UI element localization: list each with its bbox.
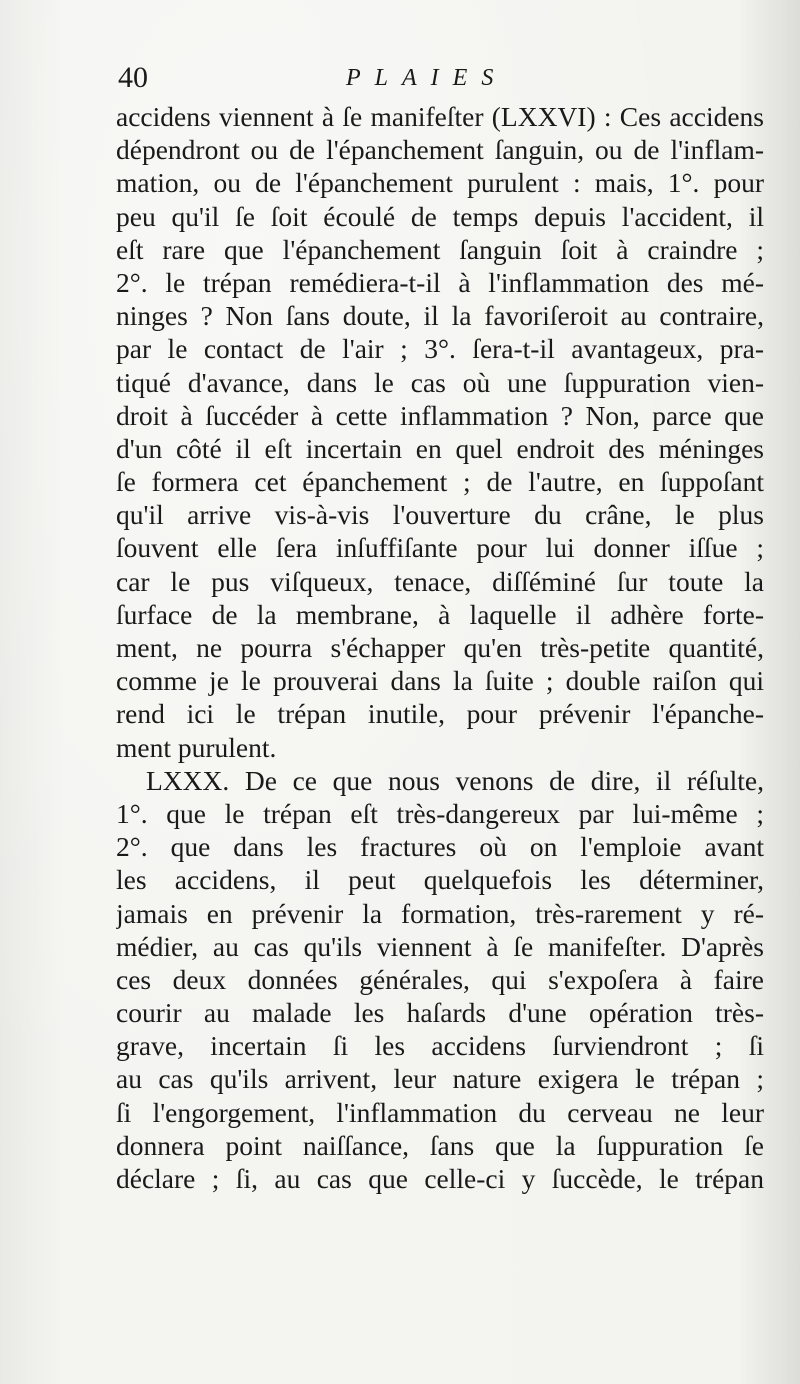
text-line: eſt rare que l'épanchement ſanguin ſoit à craindre ; (116, 233, 764, 265)
text-line: les accidens, il peut quelquefois les déterminer, (116, 864, 764, 896)
text-line: dépendront ou de l'épanchement ſanguin, ou de l'inflam- (116, 134, 764, 166)
text-line: médier, au cas qu'ils viennent à ſe manifeſter. D'après (116, 930, 764, 962)
page-header (118, 58, 768, 98)
text-line: ninges ? Non ſans doute, il la favoriſeroit au contraire, (116, 300, 764, 332)
text-line: 1°. que le trépan eſt très-dangereux par lui-même ; (116, 797, 764, 829)
text-line: d'un côté il eſt incertain en quel endroit des méninges (116, 432, 764, 464)
text-line: ſouvent elle ſera inſuffiſante pour lui donner iſſue ; (116, 532, 764, 564)
text-line: mation, ou de l'épanchement purulent : mais, 1°. pour (116, 167, 764, 199)
text-line: par le contact de l'air ; 3°. ſera-t-il avantageux, pra- (116, 333, 764, 365)
text-line: au cas qu'ils arrivent, leur nature exigera le trépan ; (116, 1063, 764, 1095)
text-line: ſurface de la membrane, à laquelle il adhère forte- (116, 598, 764, 630)
text-line: ſe formera cet épanchement ; de l'autre, en ſuppoſant (116, 466, 764, 498)
page-number: 40 (118, 61, 148, 94)
text-line: tiqué d'avance, dans le cas où une ſuppuration vien- (116, 366, 764, 398)
text-line: ment, ne pourra s'échapper qu'en très-petite quantité, (116, 632, 764, 663)
paragraph-first-line: LXXX. De ce que nous venons de dire, il réſulte, (146, 764, 764, 796)
text-line: accidens viennent à ſe manifeſter (LXXVI) : Ces accidens (116, 101, 764, 132)
body-text (116, 100, 764, 1195)
text-line: déclare ; ſi, au cas que celle-ci y ſuccède, le trépan (116, 1163, 764, 1194)
text-line: droit à ſuccéder à cette inflammation ? Non, parce que (116, 399, 764, 431)
text-line: qu'il arrive vis-à-vis l'ouverture du crâne, le plus (116, 499, 764, 531)
text-line: rend ici le trépan inutile, pour prévenir l'épanche- (116, 698, 764, 730)
text-line: ment purulent. (116, 731, 277, 763)
text-line: 2°. que dans les fractures où on l'emploie avant (116, 831, 764, 863)
text-line: donnera point naiſſance, ſans que la ſuppuration ſe (116, 1129, 764, 1161)
text-line: peu qu'il ſe ſoit écoulé de temps depuis l'accident, il (116, 200, 764, 232)
page-bottom-margin (0, 1240, 800, 1384)
text-line: ces deux données générales, qui s'expoſera à faire (116, 963, 764, 995)
text-line: courir au malade les haſards d'une opération très- (116, 997, 764, 1029)
text-line: comme je le prouverai dans la ſuite ; double raiſon qui (116, 665, 764, 697)
text-line: car le pus viſqueux, tenace, diſſéminé ſur toute la (116, 565, 764, 597)
text-line: ſi l'engorgement, l'inflammation du cerveau ne leur (116, 1096, 764, 1128)
text-line: 2°. le trépan remédiera-t-il à l'inflammation des mé- (116, 266, 764, 298)
text-line: jamais en prévenir la formation, très-rarement y ré- (116, 897, 764, 929)
running-head: PLAIES (346, 65, 508, 91)
text-line: grave, incertain ſi les accidens ſurviendront ; ſi (116, 1030, 764, 1062)
